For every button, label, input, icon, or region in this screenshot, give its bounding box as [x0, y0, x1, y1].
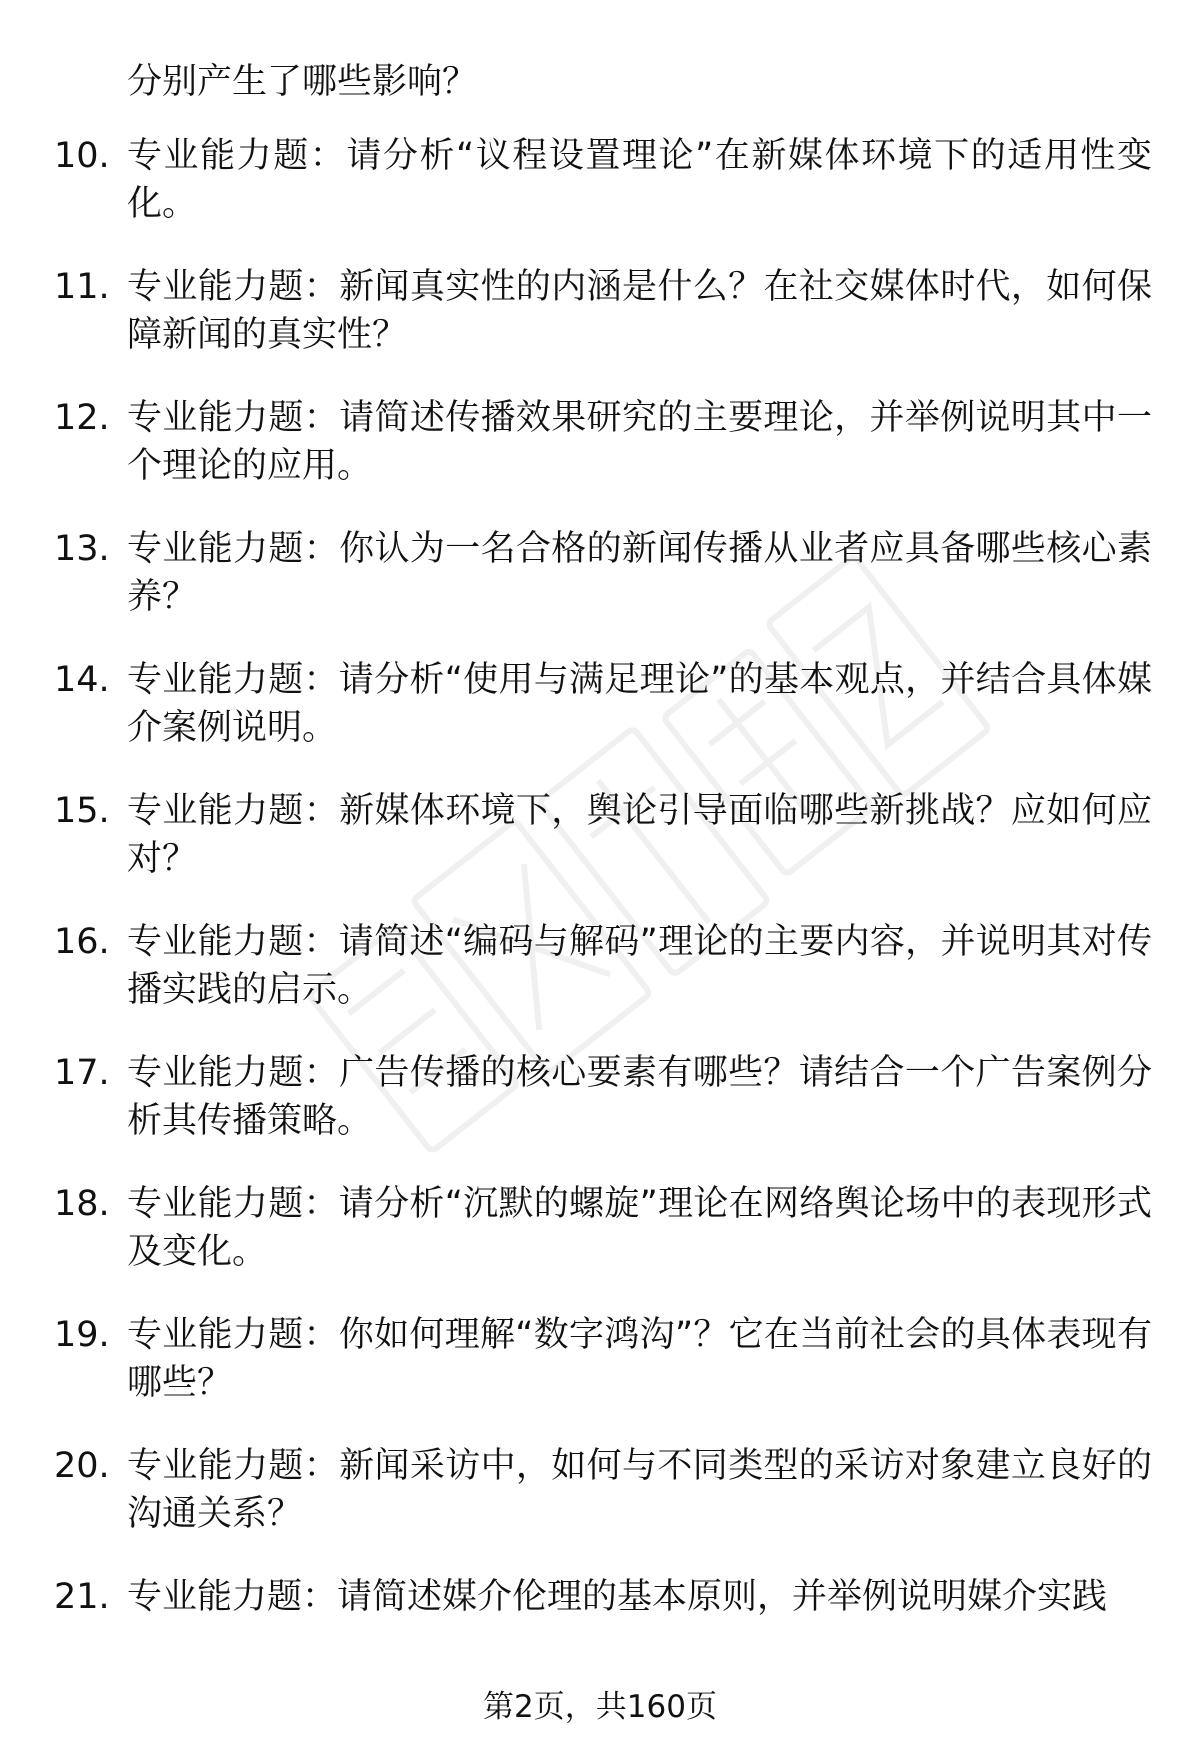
- list-item: [0, 918, 1200, 1049]
- question-text: 专业能力题：新闻采访中，如何与不同类型的采访对象建立良好的沟通关系？: [127, 1446, 1152, 1534]
- question-number: 17.: [54, 1053, 110, 1093]
- question-text: 专业能力题：新媒体环境下，舆论引导面临哪些新挑战？应如何应对？: [127, 791, 1152, 879]
- question-text: 专业能力题：请分析“沉默的螺旋”理论在网络舆论场中的表现形式及变化。: [127, 1184, 1152, 1272]
- question-text: 专业能力题：新闻真实性的内涵是什么？在社交媒体时代，如何保障新闻的真实性？: [127, 267, 1152, 355]
- list-item: [0, 394, 1200, 525]
- question-number: 12.: [54, 398, 110, 438]
- list-item: [0, 787, 1200, 918]
- list-item: [0, 525, 1200, 656]
- question-number: 16.: [54, 922, 110, 962]
- question-number: 20.: [54, 1446, 110, 1486]
- list-item: [0, 1180, 1200, 1311]
- question-number: 18.: [54, 1184, 110, 1224]
- question-text: 专业能力题：广告传播的核心要素有哪些？请结合一个广告案例分析其传播策略。: [127, 1053, 1152, 1141]
- question-text: 专业能力题：请简述媒介伦理的基本原则，并举例说明媒介实践: [127, 1577, 1108, 1617]
- question-number: 21.: [54, 1577, 110, 1617]
- question-number: 10.: [54, 136, 110, 176]
- list-item: [0, 1573, 1200, 1704]
- question-text: 专业能力题：你认为一名合格的新闻传播从业者应具备哪些核心素养？: [127, 529, 1152, 617]
- list-item: [0, 263, 1200, 394]
- question-number: 13.: [54, 529, 110, 569]
- question-list: [0, 132, 1200, 1704]
- list-item: [0, 132, 1200, 263]
- page-footer: 第2页，共160页: [483, 1689, 717, 1725]
- question-number: 14.: [54, 660, 110, 700]
- list-item: [0, 656, 1200, 787]
- list-item: [0, 1311, 1200, 1442]
- question-text: 专业能力题：请分析“使用与满足理论”的基本观点，并结合具体媒介案例说明。: [127, 660, 1152, 748]
- question-text: 专业能力题：请简述传播效果研究的主要理论，并举例说明其中一个理论的应用。: [127, 398, 1152, 486]
- list-item: [0, 1442, 1200, 1573]
- question-number: 15.: [54, 791, 110, 831]
- question-number: 11.: [54, 267, 110, 307]
- list-item: [0, 1049, 1200, 1180]
- question-number: 19.: [54, 1315, 110, 1355]
- question-text: 专业能力题：请分析“议程设置理论”在新媒体环境下的适用性变化。: [127, 136, 1152, 224]
- question-text: 专业能力题：请简述“编码与解码”理论的主要内容，并说明其对传播实践的启示。: [127, 922, 1152, 1010]
- question-text: 专业能力题：你如何理解“数字鸿沟”？它在当前社会的具体表现有哪些？: [127, 1315, 1152, 1403]
- continuation-text: 分别产生了哪些影响？: [127, 62, 478, 102]
